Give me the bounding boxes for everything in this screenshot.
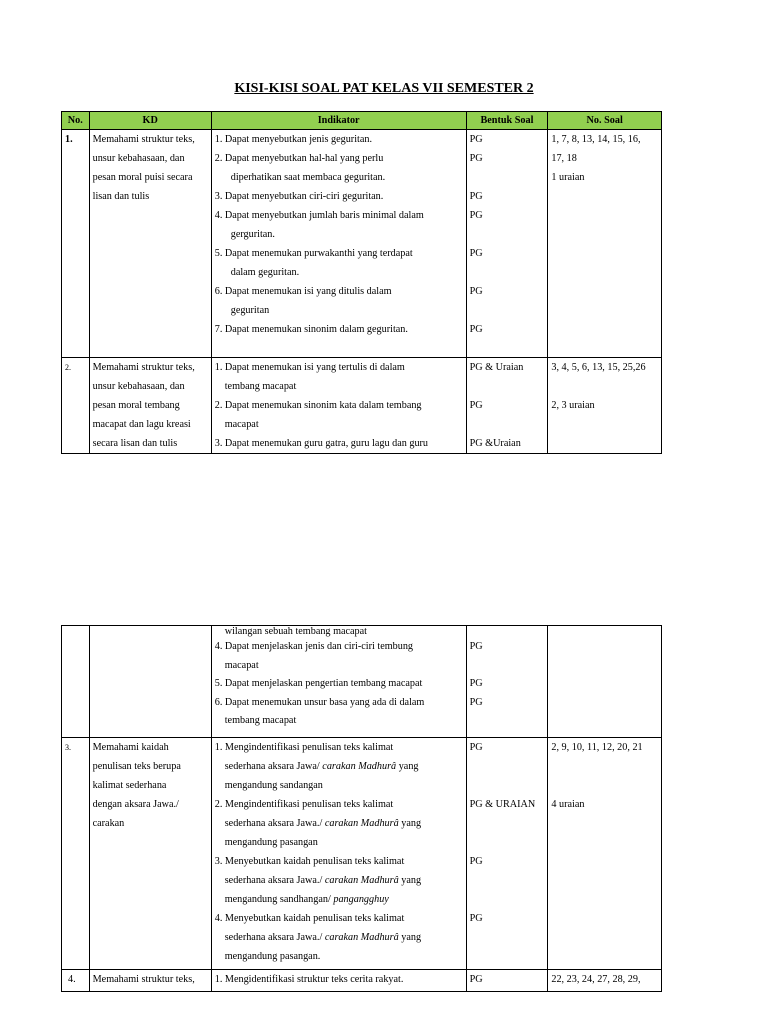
indikator-line: gerguritan. <box>230 229 275 240</box>
kd-line: Memahami struktur teks, <box>92 134 195 145</box>
kd-line: kalimat sederhana <box>92 780 167 791</box>
bentuk-soal-cell <box>466 358 548 454</box>
kd-line: carakan <box>92 818 125 829</box>
indikator-line: sederhana aksara Jawa./ carakan Madhurâ yang <box>224 875 422 886</box>
indikator-line: sederhana aksara Jawa./ carakan Madhurâ yang <box>224 818 422 829</box>
kd-cell <box>89 626 211 738</box>
no-soal-cell <box>548 738 662 970</box>
table-row <box>62 738 662 970</box>
indikator-line: 2. Dapat menyebutkan hal-hal yang perlu <box>214 153 384 164</box>
bentuk-soal-cell <box>466 738 548 970</box>
indikator-line: sederhana aksara Jawa./ carakan Madhurâ yang <box>224 932 422 943</box>
bentuk-line <box>470 757 545 776</box>
bentuk-line: PG <box>469 248 483 259</box>
indikator-line: 4. Menyebutkan kaidah penulisan teks kalimat <box>214 913 405 924</box>
no-soal-line: 17, 18 <box>551 153 577 164</box>
bentuk-line <box>470 415 545 434</box>
no-soal-line: 22, 23, 24, 27, 28, 29, <box>551 974 641 985</box>
bentuk-line <box>470 657 545 676</box>
indikator-line: 2. Mengindentifikasi penulisan teks kalimat <box>214 799 394 810</box>
indikator-line: 1. Mengidentifikasi struktur teks cerita rakyat. <box>214 974 404 985</box>
bentuk-line: PG <box>469 210 483 221</box>
indikator-cell <box>211 358 466 454</box>
row-number: 2. <box>62 358 90 454</box>
no-soal-line: 4 uraian <box>551 799 585 810</box>
indikator-line: sederhana aksara Jawa/ carakan Madhurâ yang <box>224 761 419 772</box>
indikator-line: 1. Dapat menyebutkan jenis geguritan. <box>214 134 373 145</box>
bentuk-line: PG &Uraian <box>469 438 521 449</box>
row-number: 4. <box>62 970 90 992</box>
indikator-line: tembang macapat <box>224 381 297 392</box>
bentuk-line: PG <box>469 913 483 924</box>
kd-line: Memahami struktur teks, <box>92 362 195 373</box>
bentuk-line <box>470 168 545 187</box>
no-soal-cell <box>548 626 662 738</box>
bentuk-line <box>470 890 545 909</box>
indikator-cell <box>211 130 466 358</box>
row-number <box>62 626 90 738</box>
no-soal-cell <box>548 130 662 358</box>
bentuk-line: PG <box>469 134 483 145</box>
bentuk-line: PG <box>469 400 483 411</box>
no-soal-line <box>551 776 658 795</box>
indikator-line: diperhatikan saat membaca geguritan. <box>230 172 386 183</box>
row-number: 1. <box>62 130 90 358</box>
kisi-table-page2 <box>61 625 662 992</box>
indikator-line: wilangan sebuah tembang macapat <box>224 626 368 637</box>
header-indikator: Indikator <box>211 112 466 130</box>
kd-line: penulisan teks berupa <box>92 761 181 772</box>
indikator-line: mengandung sandangan <box>224 780 323 791</box>
bentuk-line: PG <box>469 696 483 708</box>
kisi-table-page1 <box>61 111 662 454</box>
kd-cell <box>89 738 211 970</box>
table-header-row <box>62 112 662 130</box>
bentuk-line: PG <box>469 324 483 335</box>
bentuk-line <box>470 263 545 282</box>
bentuk-line: PG & Uraian <box>469 362 524 373</box>
no-soal-line <box>551 757 658 776</box>
indikator-line: mengandung pasangan <box>224 837 318 848</box>
kd-line: Memahami kaidah <box>92 742 169 753</box>
no-soal-line: 1, 7, 8, 13, 14, 15, 16, <box>551 134 641 145</box>
kd-line: lisan dan tulis <box>92 191 150 202</box>
no-soal-cell <box>548 970 662 992</box>
indikator-line: dalam geguritan. <box>230 267 300 278</box>
no-soal-line: 2, 3 uraian <box>551 400 595 411</box>
indikator-line: mengandung pasangan. <box>224 951 321 962</box>
indikator-line: 2. Dapat menemukan sinonim kata dalam tembang <box>214 400 422 411</box>
header-no: No. <box>62 112 90 130</box>
kd-cell <box>89 970 211 992</box>
indikator-line: 5. Dapat menjelaskan pengertian tembang macapat <box>214 678 423 690</box>
bentuk-line <box>470 833 545 852</box>
bentuk-line <box>470 814 545 833</box>
indikator-cell <box>211 626 466 738</box>
table-row <box>62 130 662 358</box>
bentuk-line <box>470 225 545 244</box>
indikator-line: 4. Dapat menyebutkan jumlah baris minimal dalam <box>214 210 424 221</box>
kd-line: pesan moral puisi secara <box>92 172 193 183</box>
bentuk-line <box>470 301 545 320</box>
header-no-soal: No. Soal <box>548 112 662 130</box>
indikator-line: 1. Dapat menemukan isi yang tertulis di dalam <box>214 362 405 373</box>
bentuk-soal-cell <box>466 626 548 738</box>
kd-line: secara lisan dan tulis <box>92 438 178 449</box>
bentuk-line: PG <box>469 641 483 652</box>
bentuk-line: PG <box>469 974 483 985</box>
header-bentuk-soal: Bentuk Soal <box>466 112 548 130</box>
indikator-line: tembang macapat <box>224 715 297 727</box>
kd-line: dengan aksara Jawa./ <box>92 799 179 810</box>
bentuk-line: PG <box>469 856 483 867</box>
bentuk-line: PG & URAIAN <box>469 799 536 810</box>
bentuk-line: PG <box>469 742 483 753</box>
indikator-line: geguritan <box>230 305 270 316</box>
indikator-line: 4. Dapat menjelaskan jenis dan ciri-ciri tembung <box>214 641 414 652</box>
indikator-line: 7. Dapat menemukan sinonim dalam geguritan. <box>214 324 408 335</box>
table-row <box>62 626 662 738</box>
header-kd: KD <box>89 112 211 130</box>
indikator-line: mengandung sandhangan/ pangangghuy <box>224 894 389 905</box>
indikator-line: 6. Dapat menemukan unsur basa yang ada di dalam <box>214 696 425 708</box>
indikator-line: 3. Dapat menemukan guru gatra, guru lagu dan guru <box>214 438 429 449</box>
kd-line: unsur kebahasaan, dan <box>92 153 185 164</box>
no-soal-line: 2, 9, 10, 11, 12, 20, 21 <box>551 742 643 753</box>
page-title: KISI-KISI SOAL PAT KELAS VII SEMESTER 2 <box>234 81 534 96</box>
bentuk-soal-cell <box>466 970 548 992</box>
indikator-line: 3. Dapat menyebutkan ciri-ciri geguritan. <box>214 191 384 202</box>
kd-cell <box>89 130 211 358</box>
kd-line: unsur kebahasaan, dan <box>92 381 185 392</box>
bentuk-soal-cell <box>466 130 548 358</box>
indikator-line: 1. Mengindentifikasi penulisan teks kalimat <box>214 742 394 753</box>
no-soal-line <box>551 377 658 396</box>
indikator-line: 3. Menyebutkan kaidah penulisan teks kalimat <box>214 856 405 867</box>
indikator-line: 5. Dapat menemukan purwakanthi yang terdapat <box>214 248 413 259</box>
kd-cell <box>89 358 211 454</box>
no-soal-cell <box>548 358 662 454</box>
bentuk-line: PG <box>469 678 483 690</box>
kd-line: macapat dan lagu kreasi <box>92 419 191 430</box>
kd-line: Memahami struktur teks, <box>92 974 195 985</box>
bentuk-line <box>470 626 545 638</box>
indikator-line: 6. Dapat menemukan isi yang ditulis dalam <box>214 286 392 297</box>
no-soal-line: 3, 4, 5, 6, 13, 15, 25,26 <box>551 362 646 373</box>
bentuk-line: PG <box>469 286 483 297</box>
bentuk-line <box>470 377 545 396</box>
bentuk-line: PG <box>469 153 483 164</box>
indikator-cell <box>211 738 466 970</box>
table-row <box>62 358 662 454</box>
kd-line: pesan moral tembang <box>92 400 180 411</box>
bentuk-line: PG <box>469 191 483 202</box>
table-row <box>62 970 662 992</box>
no-soal-line: 1 uraian <box>551 172 585 183</box>
indikator-cell <box>211 970 466 992</box>
row-number: 3. <box>62 738 90 970</box>
bentuk-line <box>470 776 545 795</box>
indikator-line: macapat <box>224 659 259 671</box>
bentuk-line <box>470 871 545 890</box>
indikator-line: macapat <box>224 419 259 430</box>
